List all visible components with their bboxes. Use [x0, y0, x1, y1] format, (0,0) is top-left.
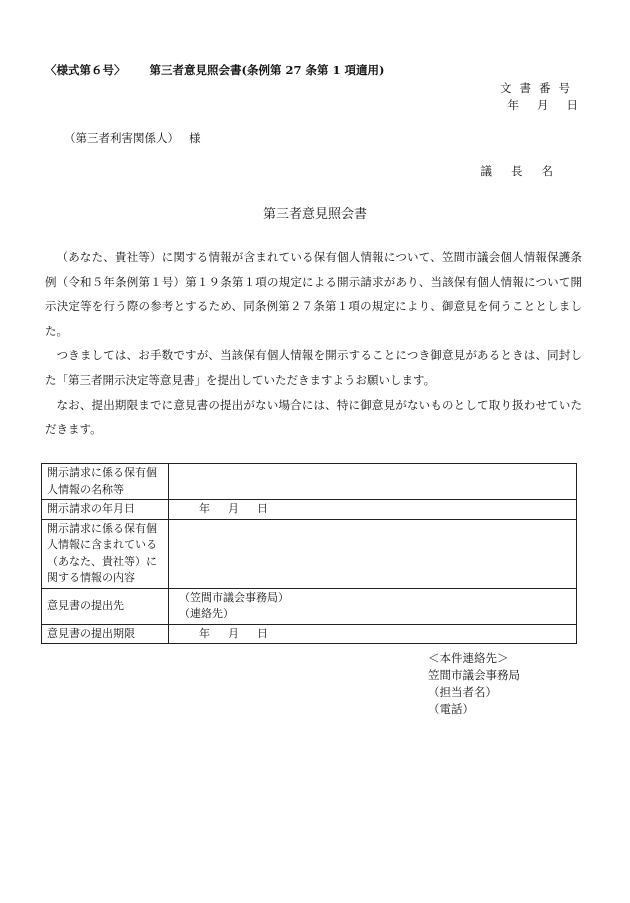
chairperson-name: 議長名	[480, 164, 572, 178]
body-paragraph: つきましては、お手数ですが、当該保有個人情報を開示することにつき御意見があるときは、同封した「第三者開示決定等意見書」を提出していただきますようお願いします。	[45, 348, 582, 387]
info-table	[41, 463, 577, 644]
deadline-year: 年	[199, 626, 210, 640]
body-paragraph: （あなた、貴社等）に関する情報が含まれている保有個人情報について、笠間市議会個人情報保護条例（令和５年条例第１号）第１９条第１項の規定による開示請求があり、当該保有個人情報について開示決定等を行う際の参考とするため、同条例第２７条第１項の規定により、御意見を伺うこととしました。	[45, 250, 582, 338]
request-month: 月	[228, 502, 239, 515]
form-header	[45, 62, 384, 78]
addressee-honorific: 様	[189, 131, 201, 145]
deadline-month: 月	[228, 626, 239, 640]
contact-heading: ＜本件連絡先＞	[428, 651, 509, 665]
table-value	[169, 624, 577, 644]
table-value	[169, 519, 577, 588]
table-value	[169, 500, 577, 520]
contact-block	[428, 650, 520, 718]
table-label: 開示請求に係る保有個人情報に含まれている（あなた、貴社等）に関する情報の内容	[42, 519, 169, 588]
document-number: 文書番号	[500, 81, 578, 95]
table-row	[42, 519, 577, 588]
addressee-name: （第三者利害関係人）	[64, 131, 179, 145]
issue-date	[490, 97, 579, 113]
deadline-day: 日	[257, 626, 268, 640]
table-row	[42, 464, 577, 500]
contact-person: （担当者名）	[428, 685, 497, 699]
form-title: 第三者意見照会書(条例第 27 条第 1 項適用)	[149, 63, 385, 77]
contact-office: 笠間市議会事務局	[428, 668, 520, 682]
table-label: 意見書の提出先	[42, 588, 169, 624]
submission-contact: （連絡先）	[179, 607, 234, 620]
date-year: 年	[507, 98, 519, 112]
form-number: 〈様式第６号〉	[45, 63, 126, 77]
table-label: 開示請求に係る保有個人情報の名称等	[42, 464, 169, 500]
table-row	[42, 624, 577, 644]
body-paragraph: なお、提出期限までに意見書の提出がない場合には、特に御意見がないものとして取り扱わせていただきます。	[45, 397, 582, 437]
addressee	[64, 130, 201, 146]
table-label: 開示請求の年月日	[42, 500, 169, 520]
table-label: 意見書の提出期限	[42, 624, 169, 644]
table-row	[42, 500, 577, 520]
request-day: 日	[257, 502, 268, 515]
table-value	[169, 588, 577, 624]
contact-phone: （電話）	[428, 702, 474, 716]
submission-office: （笠間市議会事務局）	[179, 590, 289, 604]
document-title: 第三者意見照会書	[262, 207, 367, 222]
date-day: 日	[566, 98, 578, 112]
body-text	[45, 245, 582, 442]
table-value	[169, 464, 577, 500]
table-row	[42, 588, 577, 624]
request-year: 年	[199, 502, 210, 515]
date-month: 月	[537, 98, 549, 112]
